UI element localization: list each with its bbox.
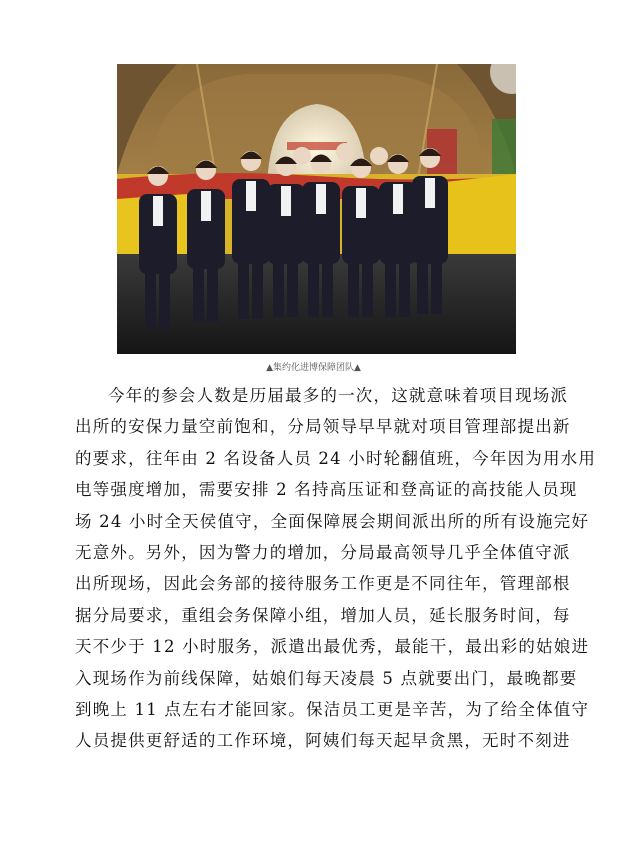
- team-photo: [117, 64, 516, 354]
- paragraph-line: 据分局要求，重组会务保障小组，增加人员，延长服务时间，每: [75, 605, 571, 625]
- paragraph-line: 天不少于 12 小时服务，派遣出最优秀，最能干，最出彩的姑娘进: [75, 637, 590, 657]
- photo-caption: ▲集约化进博保障团队▲: [266, 363, 361, 373]
- paragraph-line: 人员提供更舒适的工作环境，阿姨们每天起早贪黑，无时不刻进: [75, 731, 571, 751]
- paragraph-line: 出所的安保力量空前饱和，分局领导早早就对项目管理部提出新: [75, 417, 571, 437]
- paragraph-line: 的要求，往年由 2 名设备人员 24 小时轮翻值班，今年因为用水用: [75, 448, 597, 468]
- team-photo-image: [117, 64, 516, 354]
- paragraph-line: 出所现场，因此会务部的接待服务工作更是不同往年，管理部根: [75, 574, 571, 594]
- body-paragraph: [75, 380, 597, 757]
- paragraph-line: 电等强度增加，需要安排 2 名持高压证和登高证的高技能人员现: [75, 480, 578, 500]
- paragraph-line: 无意外。另外，因为警力的增加，分局最高领导几乎全体值守派: [75, 542, 571, 562]
- paragraph-line: 今年的参会人数是历届最多的一次，这就意味着项目现场派: [108, 386, 569, 405]
- paragraph-line: 场 24 小时全天侯值守，全面保障展会期间派出所的所有设施完好: [75, 511, 590, 531]
- paragraph-line: 入现场作为前线保障，姑娘们每天凌晨 5 点就要出门，最晚都要: [75, 668, 578, 688]
- paragraph-line: 到晚上 11 点左右才能回家。保洁员工更是辛苦，为了给全体值守: [75, 699, 590, 719]
